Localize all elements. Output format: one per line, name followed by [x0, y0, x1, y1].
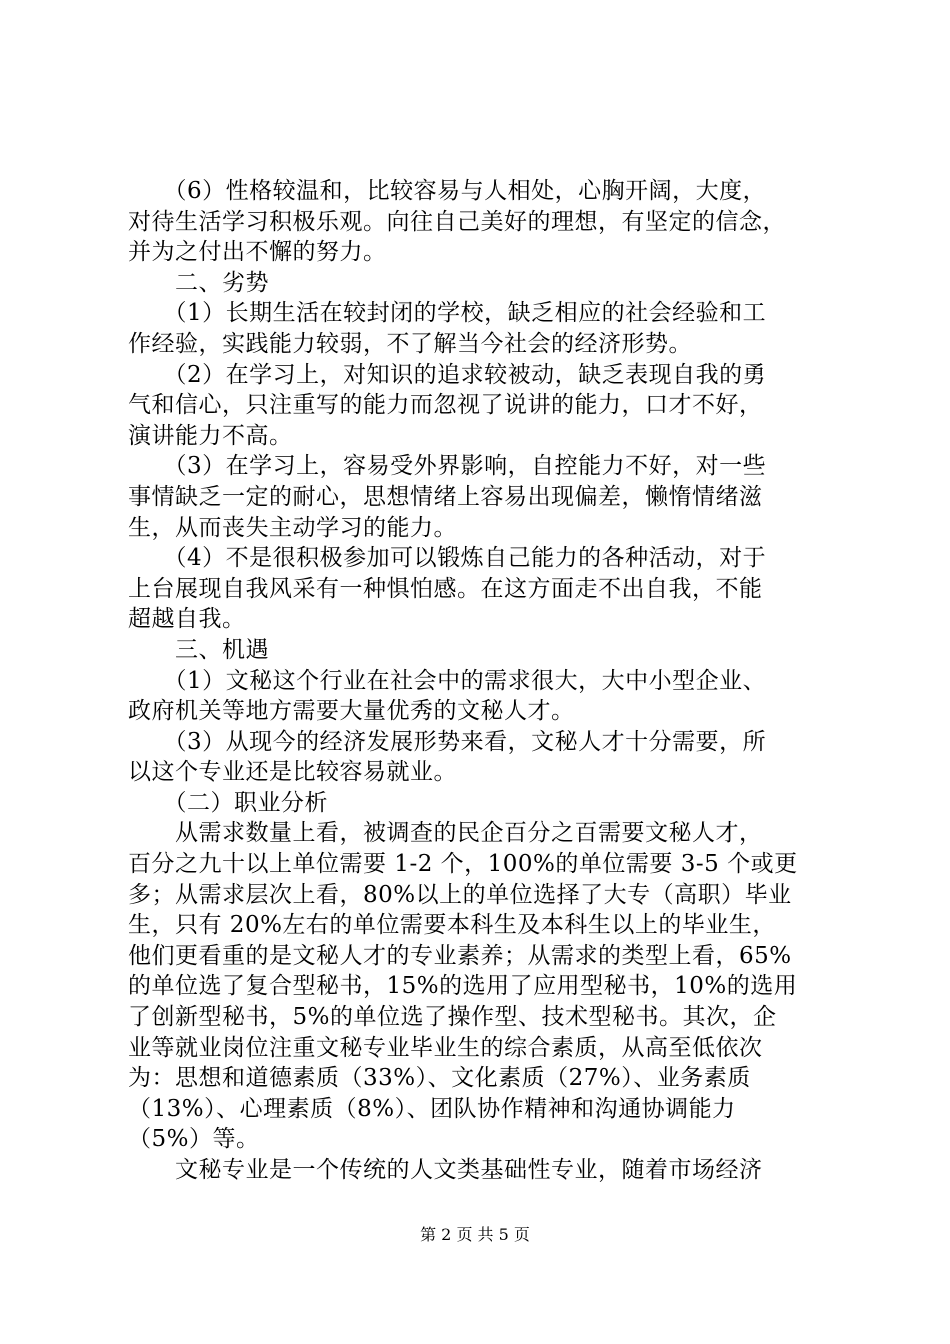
section-heading: 三、机遇 [128, 636, 269, 663]
text-line: 以这个专业还是比较容易就业。 [128, 759, 457, 786]
text-line: （4）不是很积极参加可以锻炼自己能力的各种活动，对于 [128, 545, 767, 572]
text-line: （1）文秘这个行业在社会中的需求很大，大中小型企业、 [128, 667, 767, 694]
text-line: （2）在学习上，对知识的追求较被动，缺乏表现自我的勇 [128, 361, 767, 388]
text-line: 对待生活学习积极乐观。向往自己美好的理想，有坚定的信念， [128, 208, 786, 235]
text-line: 业等就业岗位注重文秘专业毕业生的综合素质，从高至低依次 [128, 1034, 763, 1061]
text-line: 为：思想和道德素质（33%）、文化素质（27%）、业务素质 [128, 1065, 751, 1092]
text-line: 的单位选了复合型秘书，15%的选用了应用型秘书，10%的选用 [128, 973, 798, 1000]
text-line: 气和信心，只注重写的能力而忽视了说讲的能力，口才不好， [128, 392, 763, 419]
text-line: 事情缺乏一定的耐心，思想情绪上容易出现偏差，懒惰情绪滋 [128, 483, 763, 510]
text-line: 上台展现自我风采有一种惧怕感。在这方面走不出自我，不能 [128, 575, 763, 602]
text-line: （3）在学习上，容易受外界影响，自控能力不好，对一些 [128, 453, 767, 480]
text-line: 政府机关等地方需要大量优秀的文秘人才。 [128, 698, 575, 725]
body-text [128, 176, 838, 1186]
text-line: 了创新型秘书，5%的单位选了操作型、技术型秘书。其次，企 [128, 1004, 777, 1031]
section-heading: （二）职业分析 [128, 789, 328, 816]
text-line: （5%）等。 [128, 1126, 260, 1153]
text-line: 生，从而丧失主动学习的能力。 [128, 514, 457, 541]
text-line: 演讲能力不高。 [128, 422, 293, 449]
text-line: 超越自我。 [128, 606, 246, 633]
text-line: 文秘专业是一个传统的人文类基础性专业，随着市场经济 [128, 1157, 763, 1183]
text-line: 生，只有 20%左右的单位需要本科生及本科生以上的毕业生， [128, 912, 776, 939]
text-line: （1）长期生活在较封闭的学校，缺乏相应的社会经验和工 [128, 300, 767, 327]
page-number-footer: 第 2 页 共 5 页 [420, 1225, 530, 1244]
text-line: 并为之付出不懈的努力。 [128, 239, 387, 266]
section-heading: 二、劣势 [128, 269, 269, 296]
text-line: （6）性格较温和，比较容易与人相处，心胸开阔，大度， [128, 178, 767, 204]
text-line: 百分之九十以上单位需要 1-2 个，100%的单位需要 3-5 个或更 [128, 851, 798, 878]
text-line: （3）从现今的经济发展形势来看，文秘人才十分需要，所 [128, 728, 767, 755]
text-line: 他们更看重的是文秘人才的专业素养；从需求的类型上看，65% [128, 942, 792, 969]
text-line: （13%）、心理素质（8%）、团队协作精神和沟通协调能力 [128, 1095, 736, 1122]
text-line: 作经验，实践能力较弱，不了解当今社会的经济形势。 [128, 330, 692, 357]
text-line: 多；从需求层次上看，80%以上的单位选择了大专（高职）毕业 [128, 881, 792, 908]
text-line: 从需求数量上看，被调查的民企百分之百需要文秘人才， [128, 820, 763, 847]
